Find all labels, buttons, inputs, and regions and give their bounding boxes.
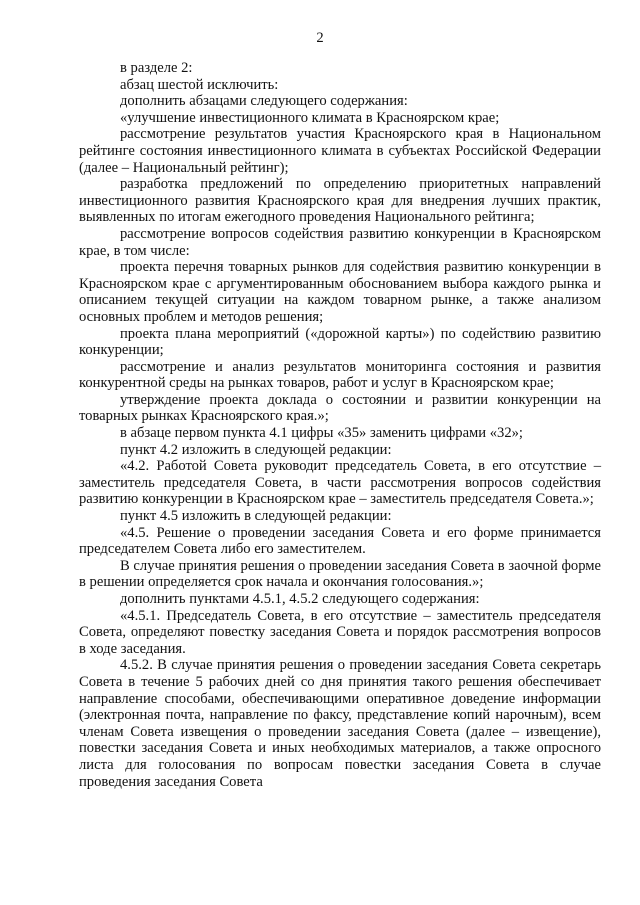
paragraph-8: проекта перечня товарных рынков для содействия развитию конкуренции в Красноярском крае с аргументированным обоснованием выбора каждого рынка и описанием текущей ситуации на каждом товарном рынке, а также анализом основных проблем и методов решения;	[79, 259, 601, 325]
paragraph-1: в разделе 2:	[120, 60, 193, 76]
paragraph-15: пункт 4.5 изложить в следующей редакции:	[120, 508, 392, 525]
paragraph-19: «4.5.1. Председатель Совета, в его отсутствие – заместитель председателя Совета, определяют повестку заседания Совета и порядок рассмотрения вопросов в ходе заседания.	[79, 607, 601, 657]
paragraph-7: рассмотрение вопросов содействия развитию конкуренции в Красноярском крае, в том числе:	[79, 225, 601, 259]
paragraph-16: «4.5. Решение о проведении заседания Совета и его форме принимается председателем Совета либо его заместителем.	[79, 524, 601, 558]
paragraph-5: рассмотрение результатов участия Красноярского края в Национальном рейтинге состояния инвестиционного климата в субъектах Российской Федерации (далее – Национальный рейтинг);	[79, 126, 601, 176]
paragraph-14: «4.2. Работой Совета руководит председатель Совета, в его отсутствие – заместитель председателя Совета, в части рассмотрения вопросов содействия развитию конкуренции в Красноярском крае – заместитель председателя Совета.»;	[79, 458, 601, 508]
paragraph-18: дополнить пунктами 4.5.1, 4.5.2 следующего содержания:	[120, 591, 480, 607]
paragraph-20: 4.5.2. В случае принятия решения о проведении заседания Совета секретарь Совета в течение 5 рабочих дней со дня принятия такого решения обеспечивает направление способами, обеспечивающими оперативное доведение информации (электронная почта, направление по факсу, представление копий нарочным), всем членам Совета извещения о проведении заседания Совета (далее – извещение), повестки заседания Совета и иных необходимых материалов, а также опросного листа для голосования по вопросам повестки заседания Совета в случае проведения заседания Совета	[79, 657, 601, 790]
paragraph-10: рассмотрение и анализ результатов мониторинга состояния и развития конкурентной среды на рынках товаров, работ и услуг в Красноярском крае;	[79, 358, 601, 392]
page-number: 2	[316, 30, 324, 46]
paragraph-9: проекта плана мероприятий («дорожной карты») по содействию развитию конкуренции;	[79, 325, 601, 359]
document-body	[79, 60, 601, 790]
paragraph-11: утверждение проекта доклада о состоянии и развитии конкуренции на товарных рынках Красноярского края.»;	[79, 391, 601, 425]
paragraph-3: дополнить абзацами следующего содержания:	[120, 93, 408, 110]
paragraph-4: «улучшение инвестиционного климата в Красноярском крае;	[120, 109, 500, 126]
paragraph-12: в абзаце первом пункта 4.1 цифры «35» заменить цифрами «32»;	[120, 425, 523, 442]
paragraph-17: В случае принятия решения о проведении заседания Совета в заочной форме в решении определяется срок начала и окончания голосования.»;	[79, 557, 601, 591]
paragraph-2: абзац шестой исключить:	[120, 76, 279, 93]
paragraph-13: пункт 4.2 изложить в следующей редакции:	[120, 441, 392, 458]
paragraph-6: разработка предложений по определению приоритетных направлений инвестиционного развития Красноярского края для внедрения лучших практик, выявленных по итогам ежегодного проведения Национального рейтинга;	[79, 176, 601, 226]
